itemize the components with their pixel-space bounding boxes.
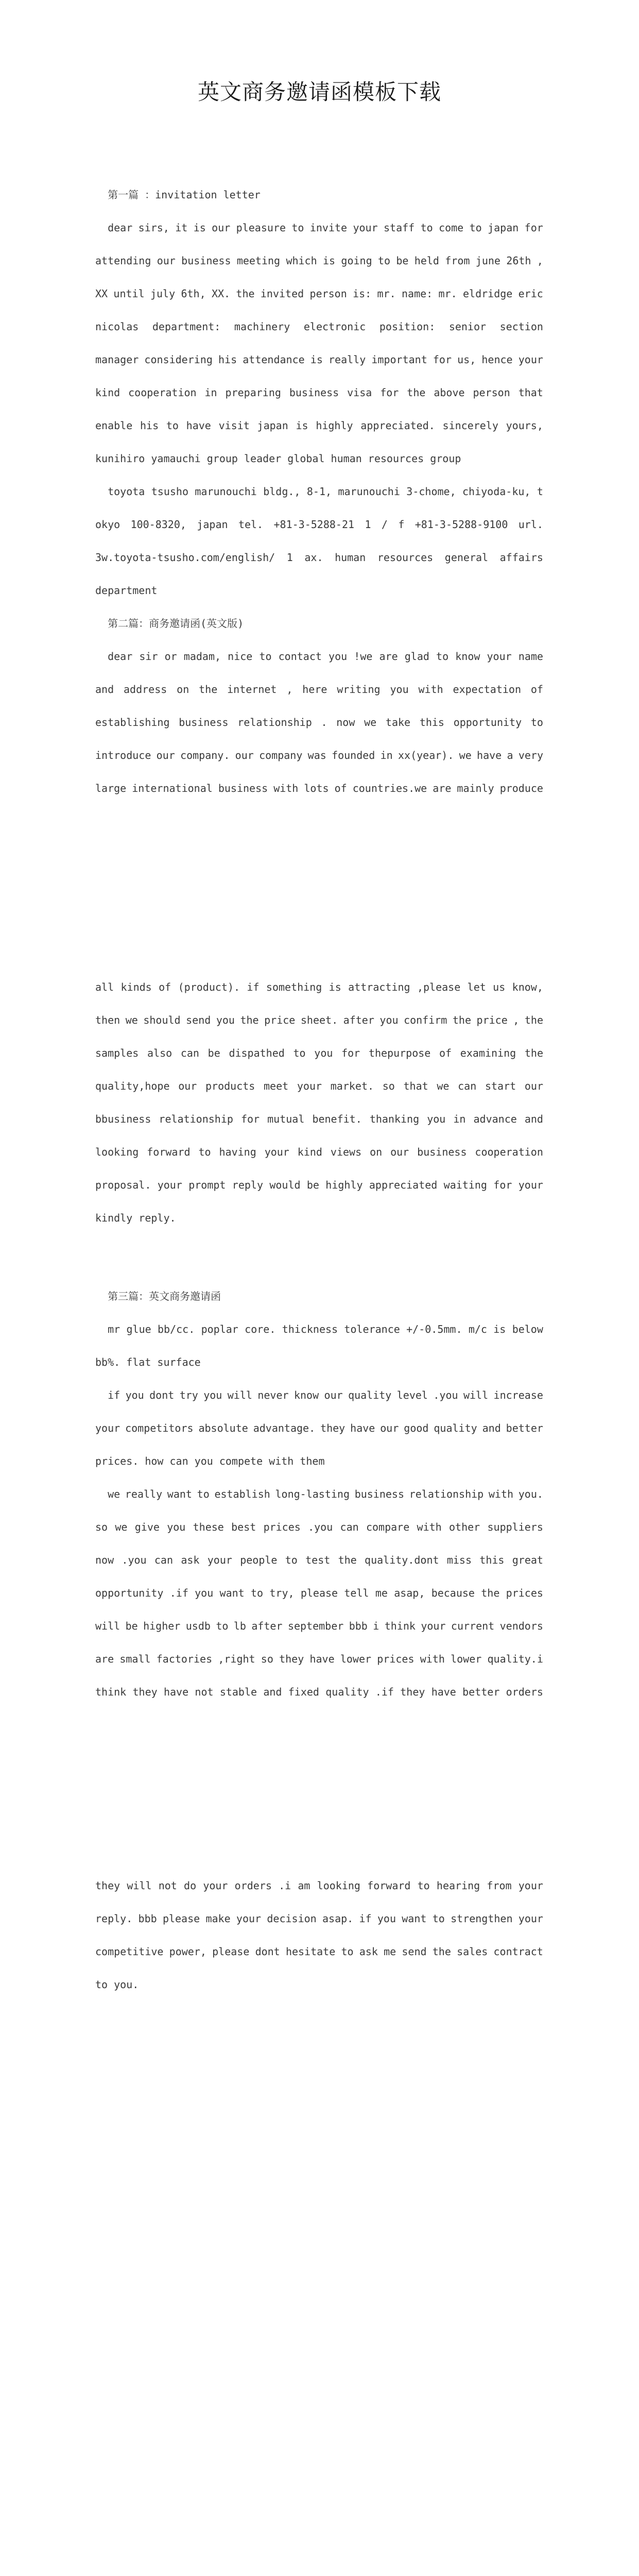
text-line: XX until july 6th, XX. the invited person is: mr. name: mr. eldridge eric [95,287,543,300]
text-line: dear sirs, it is our pleasure to invite your staff to come to japan for [95,222,543,234]
text-line: nicolas department: machinery electronic position: senior section [95,320,543,333]
text-line: to you. [95,1978,139,1991]
section-2-paragraph-2 [95,971,543,1234]
text-line: we really want to establish long-lasting business relationship with you. [95,1488,543,1500]
text-line: think they have not stable and fixed quality .if they have better orders [95,1686,543,1698]
text-line: samples also can be dispathed to you for thepurpose of examining the [95,1047,543,1059]
section-3-paragraph-3 [95,1478,543,1708]
text-line: mr glue bb/cc. poplar core. thickness tolerance +/-0.5mm. m/c is below [95,1323,543,1335]
section-2-continued [95,971,543,1234]
text-line: and address on the internet , here writing you with expectation of [95,683,543,696]
text-line: then we should send you the price sheet. after you confirm the price , the [95,1014,543,1026]
text-line: okyo 100-8320, japan tel. +81-3-5288-21 1 / f +81-3-5288-9100 url. [95,518,543,531]
text-line: dear sir or madam, nice to contact you !we are glad to know your name [95,650,543,663]
section-3-paragraph-2 [95,1379,543,1478]
text-line: kindly reply. [95,1212,176,1224]
text-line: large international business with lots of countries.we are mainly produce [95,782,543,794]
text-line: department [95,584,158,597]
text-line: proposal. your prompt reply would be highly appreciated waiting for your [95,1179,543,1191]
text-line: your competitors absolute advantage. they have our good quality and better [95,1422,543,1434]
section-3-heading: 第三篇：英文商务邀请函 [95,1290,221,1302]
text-line: bb%. flat surface [95,1356,201,1368]
text-line: enable his to have visit japan is highly appreciated. sincerely yours, [95,419,543,432]
section-2-paragraph-1 [95,640,543,805]
section-3-paragraph-4 [95,1869,543,2001]
text-line: 3w.toyota-tsusho.com/english/ 1 ax. human resources general affairs [95,551,543,564]
text-line: looking forward to having your kind views on our business cooperation [95,1146,543,1158]
section-1-paragraph-2 [95,475,543,607]
text-line: will be higher usdb to lb after september bbb i think your current vendors [95,1620,543,1632]
text-line: they will not do your orders .i am looking forward to hearing from your [95,1879,543,1892]
text-line: if you dont try you will never know our quality level .you will increase [95,1389,543,1401]
text-line: quality,hope our products meet your market. so that we can start our [95,1080,543,1092]
text-line: introduce our company. our company was founded in xx(year). we have a very [95,749,543,761]
text-line: toyota tsusho marunouchi bldg., 8-1, marunouchi 3-chome, chiyoda-ku, t [95,485,543,498]
section-1-heading: 第一篇 ：invitation letter [95,189,261,201]
text-line: all kinds of (product). if something is attracting ,please let us know, [95,981,543,993]
page-title: 英文商务邀请函模板下载 [197,79,441,105]
text-line: now .you can ask your people to test the quality.dont miss this great [95,1554,543,1566]
text-line: prices. how can you compete with them [95,1455,325,1467]
text-line: kind cooperation in preparing business visa for the above person that [95,386,543,399]
section-2-heading: 第二篇：商务邀请函(英文版) [95,617,244,630]
text-line: attending our business meeting which is going to be held from june 26th , [95,255,543,267]
text-line: are small factories ,right so they have lower prices with lower quality.i [95,1653,543,1665]
text-line: opportunity .if you want to try, please tell me asap, because the prices [95,1587,543,1599]
text-line: establishing business relationship . now we take this opportunity to [95,716,543,728]
text-line: so we give you these best prices .you can compare with other suppliers [95,1521,543,1533]
text-line: kunihiro yamauchi group leader global human resources group [95,452,461,465]
section-3 [95,1280,543,1708]
section-3-continued [95,1869,543,2001]
section-1 [95,178,543,805]
text-line: bbusiness relationship for mutual benefit. thanking you in advance and [95,1113,543,1125]
section-3-paragraph-1 [95,1313,543,1379]
text-line: manager considering his attendance is really important for us, hence your [95,353,543,366]
section-1-paragraph-1 [95,211,543,475]
text-line: reply. bbb please make your decision asap. if you want to strengthen your [95,1912,543,1925]
text-line: competitive power, please dont hesitate to ask me send the sales contract [95,1945,543,1958]
